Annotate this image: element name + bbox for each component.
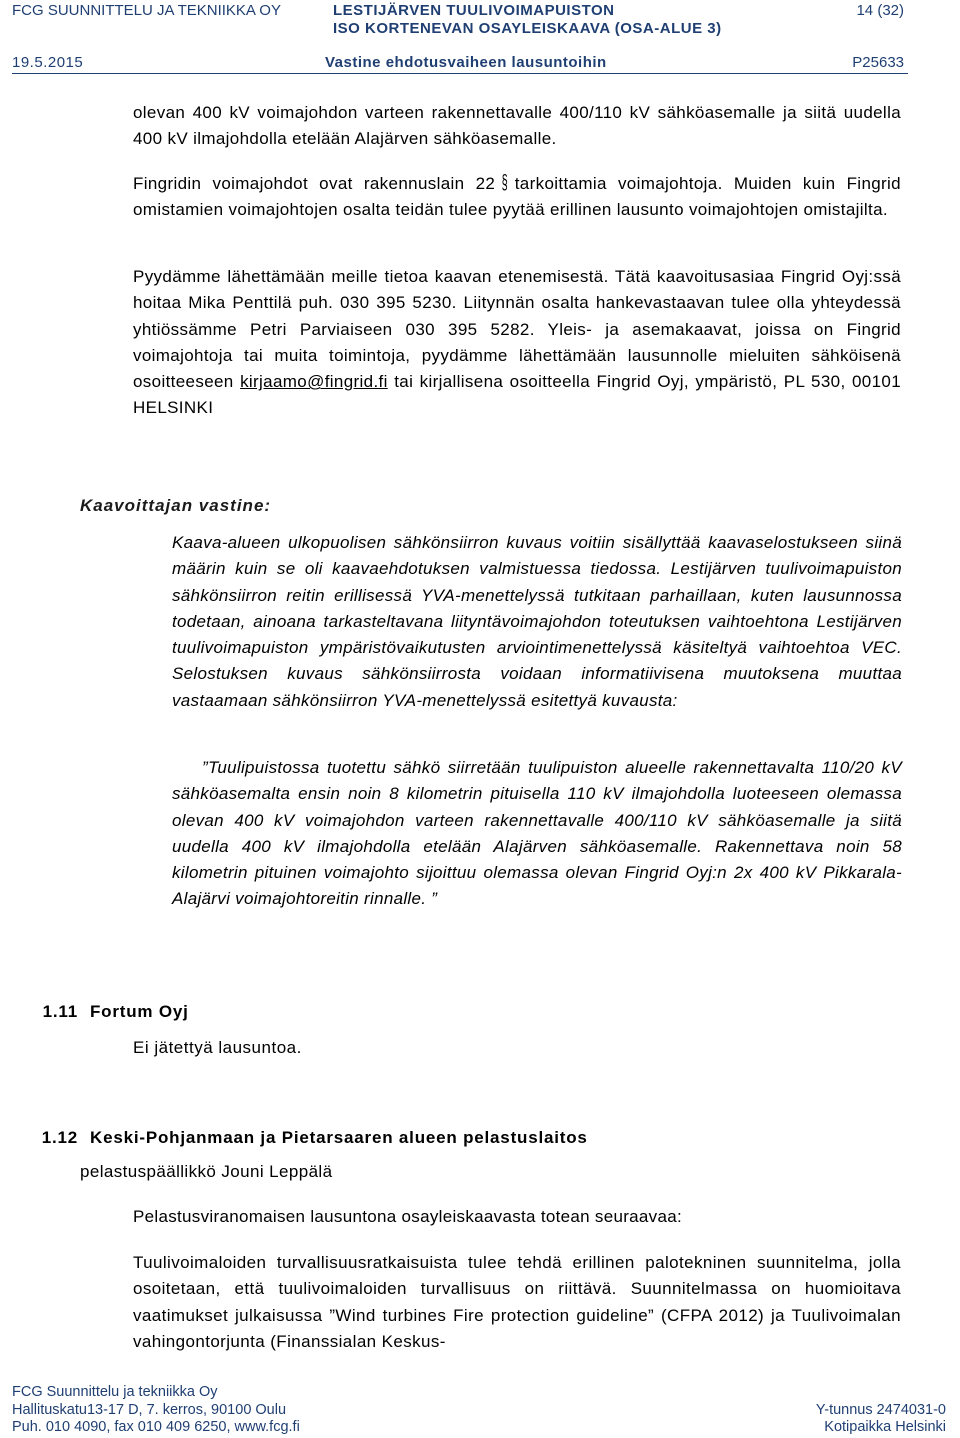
footer-company: FCG Suunnittelu ja tekniikka Oy xyxy=(12,1384,218,1400)
paragraph-3 xyxy=(133,264,901,422)
section-number: 1.11 xyxy=(42,1002,78,1021)
footer-address: Hallituskatu13-17 D, 7. kerros, 90100 Oulu xyxy=(12,1402,287,1418)
section-heading-1-11 xyxy=(10,1002,189,1022)
vastine-paragraph: Kaava-alueen ulkopuolisen sähkönsiirron kuvaus voitiin sisällyttää kaavaselostukseen siinä määrin kuin se oli kaavaehdotuksen valmistuessa tiedossa. Lestijärven tuulivoimapuiston sähkönsiirron reitin erillisessä YVA-menettelyssä tutkitaan parhaillaan, kuten lausunnossa todetaan, ainoana tarkasteltavana liityntävoimajohdon toteutuksen vaihtoehtona Lestijärven tuulivoimapuiston ympäristövaikutusten arviointimenettelyssä käsiteltyä vaihtoehtoa VEC. Selostuksen kuvaus sähkönsiirrosta voidaan informatiivisena muutoksena muuttaa vastaamaan sähkönsiirron YVA-menettelyssä esitettyä kuvausta: xyxy=(172,533,902,710)
header-project-title: LESTIJÄRVEN TUULIVOIMAPUISTON xyxy=(333,2,615,19)
paragraph-2-text-a: Fingridin voimajohdot ovat rakennuslain 22 xyxy=(133,174,496,193)
vastine-quote-text: ”Tuulipuistossa tuotettu sähkö siirretään tuulipuiston alueelle rakennettavalta 110/20 kV sähköasemalta ensin noin 8 kilometrin pituisella 110 kV ilmajohdolla luoteeseen olemassa olevan 400 kV voimajohdon varteen rakennettavalle 400/110 kV sähköasemalle ja siitä uudella 400 kV ilmajohdolla etelään Alajärven sähköasemalle. Rakennettava noin 58 kilometrin pituinen voimajohto sijoittuu olemassa olevan Fingrid Oyj:n 2x 400 kV Pikkarala-Alajärvi voimajohtoreitin rinnalle. ” xyxy=(172,758,902,909)
author-line: pelastuspäällikkö Jouni Leppälä xyxy=(80,1162,333,1181)
section-number: 1.12 xyxy=(41,1128,78,1147)
section-title: Fortum Oyj xyxy=(90,1002,189,1021)
header-divider xyxy=(12,73,908,74)
statement-paragraph: Tuulivoimaloiden turvallisuusratkaisuista tulee tehdä erillinen palotekninen suunnitelma, jolla osoitetaan, että tuulivoimaloiden turvallisuus on riittävä. Suunnitelmassa on huomioitava vaatimukset julkaisussa ”Wind turbines Fire protection guideline” (CFPA 2012) ja Tuulivoimalan vahingontorjunta (Finanssialan Keskus- xyxy=(133,1253,901,1351)
paragraph-3-text-b: tai kirjallisena osoitteella Fingrid Oyj, ympäristö, PL 530, 00101 HELSINKI xyxy=(133,372,902,418)
header-subtitle: Vastine ehdotusvaiheen lausuntoihin xyxy=(325,54,607,71)
fortum-note: Ei jätettyä lausuntoa. xyxy=(133,1038,302,1057)
section-sign-icon: § xyxy=(501,172,509,194)
section-title: Keski-Pohjanmaan ja Pietarsaaren alueen pelastuslaitos xyxy=(90,1128,588,1147)
email-link[interactable]: kirjaamo@fingrid.fi xyxy=(240,372,388,392)
footer-business-id: Y-tunnus 2474031-0 xyxy=(815,1402,946,1418)
paragraph-2 xyxy=(133,170,901,224)
paragraph-2-text-b: tarkoittamia voimajohtoja. Muiden kuin Fingrid omistamien voimajohtojen osalta teidän tulee pyytää erillinen lausunto voimajohtojen omistajilta. xyxy=(133,174,901,220)
vastine-heading: Kaavoittajan vastine: xyxy=(80,496,272,515)
header-company: FCG SUUNNITTELU JA TEKNIIKKA OY xyxy=(12,2,281,19)
statement-lead: Pelastusviranomaisen lausuntona osayleiskaavasta totean seuraavaa: xyxy=(133,1207,683,1226)
paragraph-3-text-a: Pyydämme lähettämään meille tietoa kaavan etenemisestä. Tätä kaavoitusasiaa Fingrid Oyj:ssä hoitaa Mika Penttilä puh. 030 395 5230. Liitynnän osalta hankevastaavan tulee olla yhteydessä yhtiössämme Petri Parviaiseen 030 395 5282. Yleis- ja asemakaavat, joissa on Fingrid voimajohtoja tai muita toimintoja, pyydämme lähettämään lausunnolle mieluiten sähköisenä osoitteeseen xyxy=(133,267,901,392)
header-plan-title: ISO KORTENEVAN OSAYLEISKAAVA (OSA-ALUE 3) xyxy=(333,20,722,37)
page-number: 14 (32) xyxy=(856,2,904,19)
header-date: 19.5.2015 xyxy=(12,54,84,71)
footer-domicile: Kotipaikka Helsinki xyxy=(824,1419,946,1435)
project-code: P25633 xyxy=(852,54,904,71)
footer-contact: Puh. 010 4090, fax 010 409 6250, www.fcg.fi xyxy=(12,1419,300,1435)
paragraph-1: olevan 400 kV voimajohdon varteen rakennettavalle 400/110 kV sähköasemalle ja siitä uudella 400 kV ilmajohdolla etelään Alajärven sähköasemalle. xyxy=(133,103,901,149)
section-heading-1-12 xyxy=(10,1128,588,1148)
vastine-quote xyxy=(172,755,902,913)
